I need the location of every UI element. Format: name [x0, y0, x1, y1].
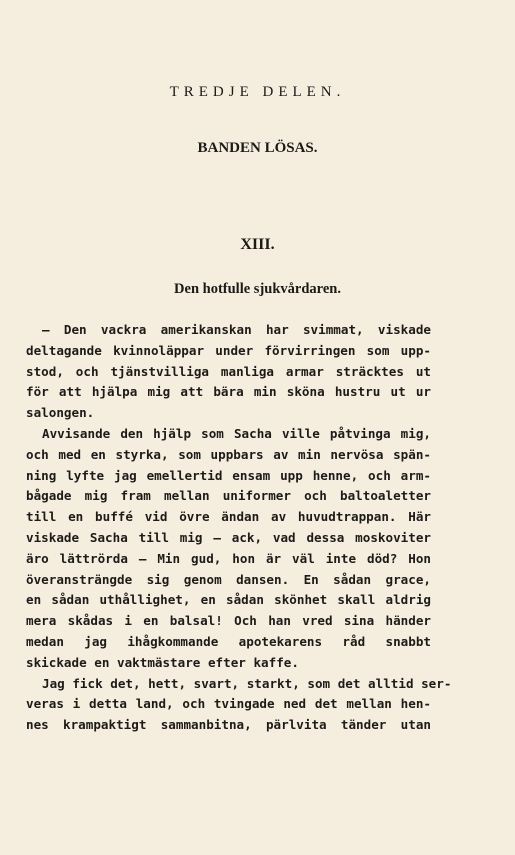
text-line: veras i detta land, och tvingade ned det mellan hen-	[26, 696, 431, 712]
text-line: — Den vackra amerikanskan har svimmat, viskade	[42, 322, 431, 337]
text-line: medan jag ihågkommande apotekarens råd snabbt	[26, 633, 431, 649]
text-line: för att hjälpa mig att bära min sköna hustru ut ur	[26, 384, 431, 400]
text-line: ning lyfte jag emellertid ensam upp henne, och arm-	[26, 467, 431, 483]
text-line: till en buffé vid övre ändan av huvudtrappan. Här	[26, 509, 431, 525]
text-line: deltagande kvinnoläppar under förvirringen som upp-	[26, 342, 431, 358]
body-text	[26, 320, 452, 736]
text-line: bågade mig fram mellan uniformer och baltoaletter	[26, 488, 431, 504]
text-line: en sådan uthållighet, en sådan skönhet skall aldrig	[26, 592, 431, 608]
part-title: TREDJE DELEN.	[169, 84, 346, 100]
chapter-title: Den hotfulle sjukvårdaren.	[174, 281, 341, 297]
text-line: och med en styrka, som uppbars av min nervösa spän-	[26, 446, 431, 462]
text-line: stod, och tjänstvilliga manliga armar sträcktes ut	[26, 363, 431, 379]
chapter-number: XIII.	[240, 236, 275, 253]
book-title: BANDEN LÖSAS.	[197, 140, 318, 156]
text-line: mera skådas i en balsal! Och han vred sina händer	[26, 613, 431, 629]
text-line: nes krampaktigt sammanbitna, pärlvita tänder utan	[26, 717, 431, 733]
text-line: äro lättrörda — Min gud, hon är väl inte död? Hon	[26, 550, 431, 566]
text-line: Avvisande den hjälp som Sacha ville påtvinga mig,	[42, 425, 431, 441]
text-line: salongen.	[26, 405, 95, 421]
text-line: Jag fick det, hett, svart, starkt, som det alltid ser-	[42, 675, 452, 691]
text-line: överansträngde sig genom dansen. En sådan grace,	[26, 571, 431, 587]
text-line: skickade en vaktmästare efter kaffe.	[26, 654, 299, 670]
text-line: viskade Sacha till mig — ack, vad dessa moskoviter	[26, 529, 431, 545]
